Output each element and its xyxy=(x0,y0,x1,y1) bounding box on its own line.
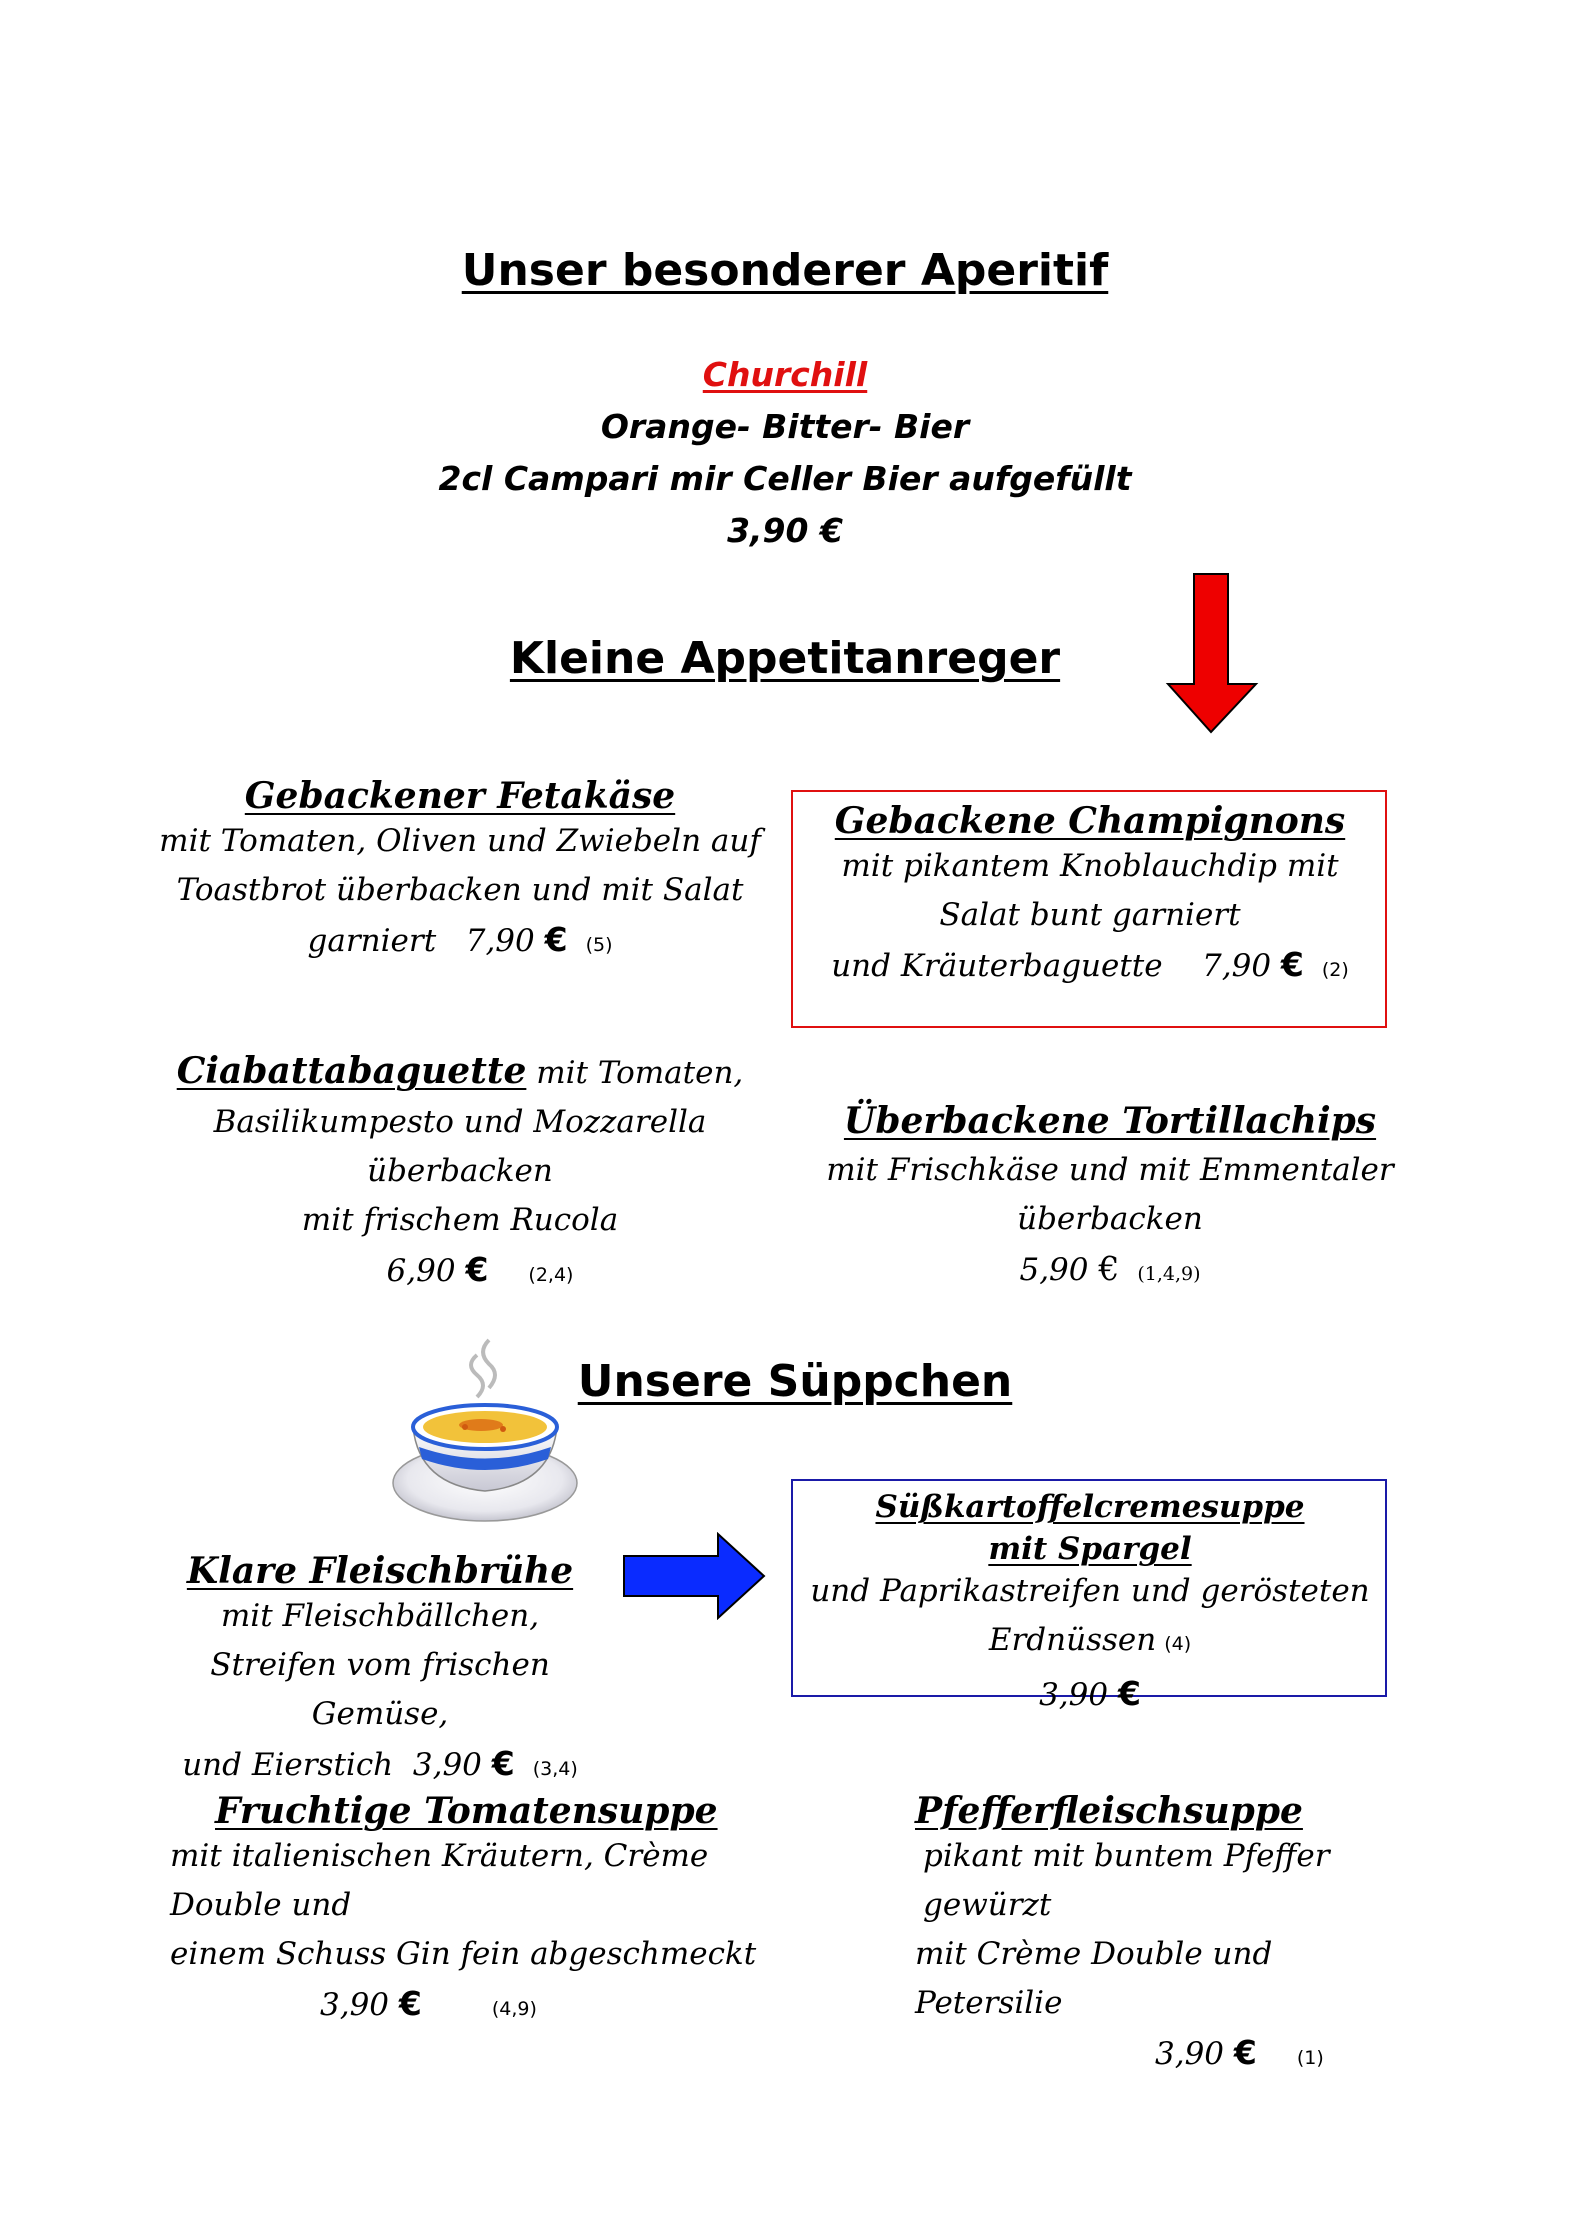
dish-description-line: mit Fleischbällchen, xyxy=(220,1598,540,1634)
dish-description-line: Salat bunt garniert xyxy=(939,897,1241,933)
dish-price: 7,90 xyxy=(1202,948,1272,984)
dish-tortillachips xyxy=(815,1100,1405,1299)
dish-description-line: Toastbrot überbacken und mit Salat xyxy=(176,872,744,908)
dish-price: 3,90 xyxy=(412,1747,482,1783)
currency-symbol: € xyxy=(398,1984,422,2023)
dish-description-line: mit Tomaten, xyxy=(536,1055,744,1091)
dish-ciabattabaguette xyxy=(150,1047,770,1300)
dish-description-line: mit frischem Rucola xyxy=(301,1202,619,1238)
allergen-codes: (2,4) xyxy=(528,1264,574,1286)
dish-title: Ciabattabaguette xyxy=(176,1050,527,1092)
dish-title: Überbackene Tortillachips xyxy=(843,1100,1377,1142)
dish-description-line: garniert xyxy=(307,923,437,959)
dish-price-line xyxy=(795,1669,1385,1720)
dish-price: 3,90 xyxy=(1039,1677,1109,1713)
allergen-codes: (1,4,9) xyxy=(1137,1263,1201,1285)
currency-symbol: € xyxy=(1280,945,1304,984)
aperitif-heading: Unser besonderer Aperitif xyxy=(461,245,1109,296)
dish-price-line xyxy=(795,940,1385,995)
dish-tomatensuppe xyxy=(170,1790,770,2034)
allergen-codes: (2) xyxy=(1321,959,1349,981)
dish-price-line xyxy=(150,915,770,970)
dish-price: 3,90 xyxy=(1155,2036,1225,2072)
aperitif-price: 3,90 € xyxy=(727,511,843,550)
dish-description-line-text: Erdnüssen xyxy=(988,1622,1157,1658)
allergen-codes: (1) xyxy=(1296,2047,1324,2069)
currency-symbol: € xyxy=(1233,2033,1257,2072)
dish-fleischbruehe xyxy=(150,1550,610,1794)
dish-description-line: Basilikumpesto und Mozzarella überbacken xyxy=(213,1104,707,1189)
dish-description-line: mit Crème Double und Petersilie xyxy=(915,1936,1273,2021)
dish-description-line: pikant mit buntem Pfeffer gewürzt xyxy=(923,1838,1330,1923)
dish-price: 7,90 xyxy=(465,923,535,959)
dish-price-line xyxy=(150,1739,610,1794)
dish-pfefferfleischsuppe xyxy=(915,1790,1385,2083)
dish-price: 3,90 xyxy=(320,1987,390,2023)
dish-description-line xyxy=(795,1616,1385,1669)
dish-title: Gebackener Fetakäse xyxy=(244,775,676,817)
starters-heading: Kleine Appetitanreger xyxy=(509,633,1061,684)
dish-price: 5,90 xyxy=(1019,1252,1089,1288)
aperitif-description: 2cl Campari mir Celler Bier aufgefüllt xyxy=(438,459,1132,498)
dish-description-line: Streifen vom frischen Gemüse, xyxy=(210,1647,550,1732)
currency-symbol: € xyxy=(544,920,568,959)
dish-title: Klare Fleischbrühe xyxy=(186,1550,574,1592)
dish-description-line: mit pikantem Knoblauchdip mit xyxy=(841,848,1339,884)
soups-heading: Unsere Süppchen xyxy=(577,1356,1013,1407)
currency-symbol: € xyxy=(1117,1674,1141,1713)
allergen-codes: (4) xyxy=(1164,1633,1192,1655)
dish-description-line: und Paprikastreifen und gerösteten xyxy=(810,1573,1370,1609)
dish-title: Süßkartoffelcremesuppe xyxy=(875,1489,1305,1525)
currency-symbol: € xyxy=(465,1250,489,1289)
dish-description-line: mit italienischen Kräutern, Crème Double und xyxy=(170,1838,709,1923)
dish-title-line-2: mit Spargel xyxy=(988,1531,1192,1567)
dish-champignons xyxy=(795,800,1385,995)
arrow-right-icon xyxy=(622,1532,768,1620)
currency-symbol: € xyxy=(491,1744,515,1783)
churchill-label: Churchill xyxy=(702,355,868,394)
dish-title-line xyxy=(150,1047,770,1098)
dish-description-line: überbacken xyxy=(1017,1201,1203,1237)
dish-price-line xyxy=(915,2028,1385,2083)
dish-description-line: und Eierstich xyxy=(182,1747,394,1783)
dish-price-line xyxy=(150,1245,770,1300)
dish-description-line: und Kräuterbaguette xyxy=(831,948,1163,984)
dish-title: Gebackene Champignons xyxy=(834,800,1346,842)
dish-fetakaese xyxy=(150,775,770,970)
dish-suesskartoffelcremesuppe xyxy=(795,1489,1385,1720)
arrow-down-icon xyxy=(1164,572,1260,736)
dish-title: Pfefferfleischsuppe xyxy=(915,1790,1303,1832)
dish-price-line xyxy=(170,1979,770,2034)
soup-bowl-icon xyxy=(385,1335,585,1530)
dish-price: 6,90 xyxy=(386,1253,456,1289)
dish-description-line: mit Tomaten, Oliven und Zwiebeln auf xyxy=(159,823,761,859)
aperitif-name xyxy=(0,355,1570,394)
dish-title: Fruchtige Tomatensuppe xyxy=(215,1790,718,1832)
allergen-codes: (5) xyxy=(585,934,613,956)
currency-symbol: € xyxy=(1098,1249,1120,1288)
dish-price-line xyxy=(815,1244,1405,1299)
allergen-codes: (4,9) xyxy=(491,1998,537,2020)
allergen-codes: (3,4) xyxy=(532,1758,578,1780)
aperitif-subtitle: Orange- Bitter- Bier xyxy=(600,407,970,446)
dish-description-line: mit Frischkäse und mit Emmentaler xyxy=(826,1152,1394,1188)
dish-description-line: einem Schuss Gin fein abgeschmeckt xyxy=(170,1936,757,1972)
